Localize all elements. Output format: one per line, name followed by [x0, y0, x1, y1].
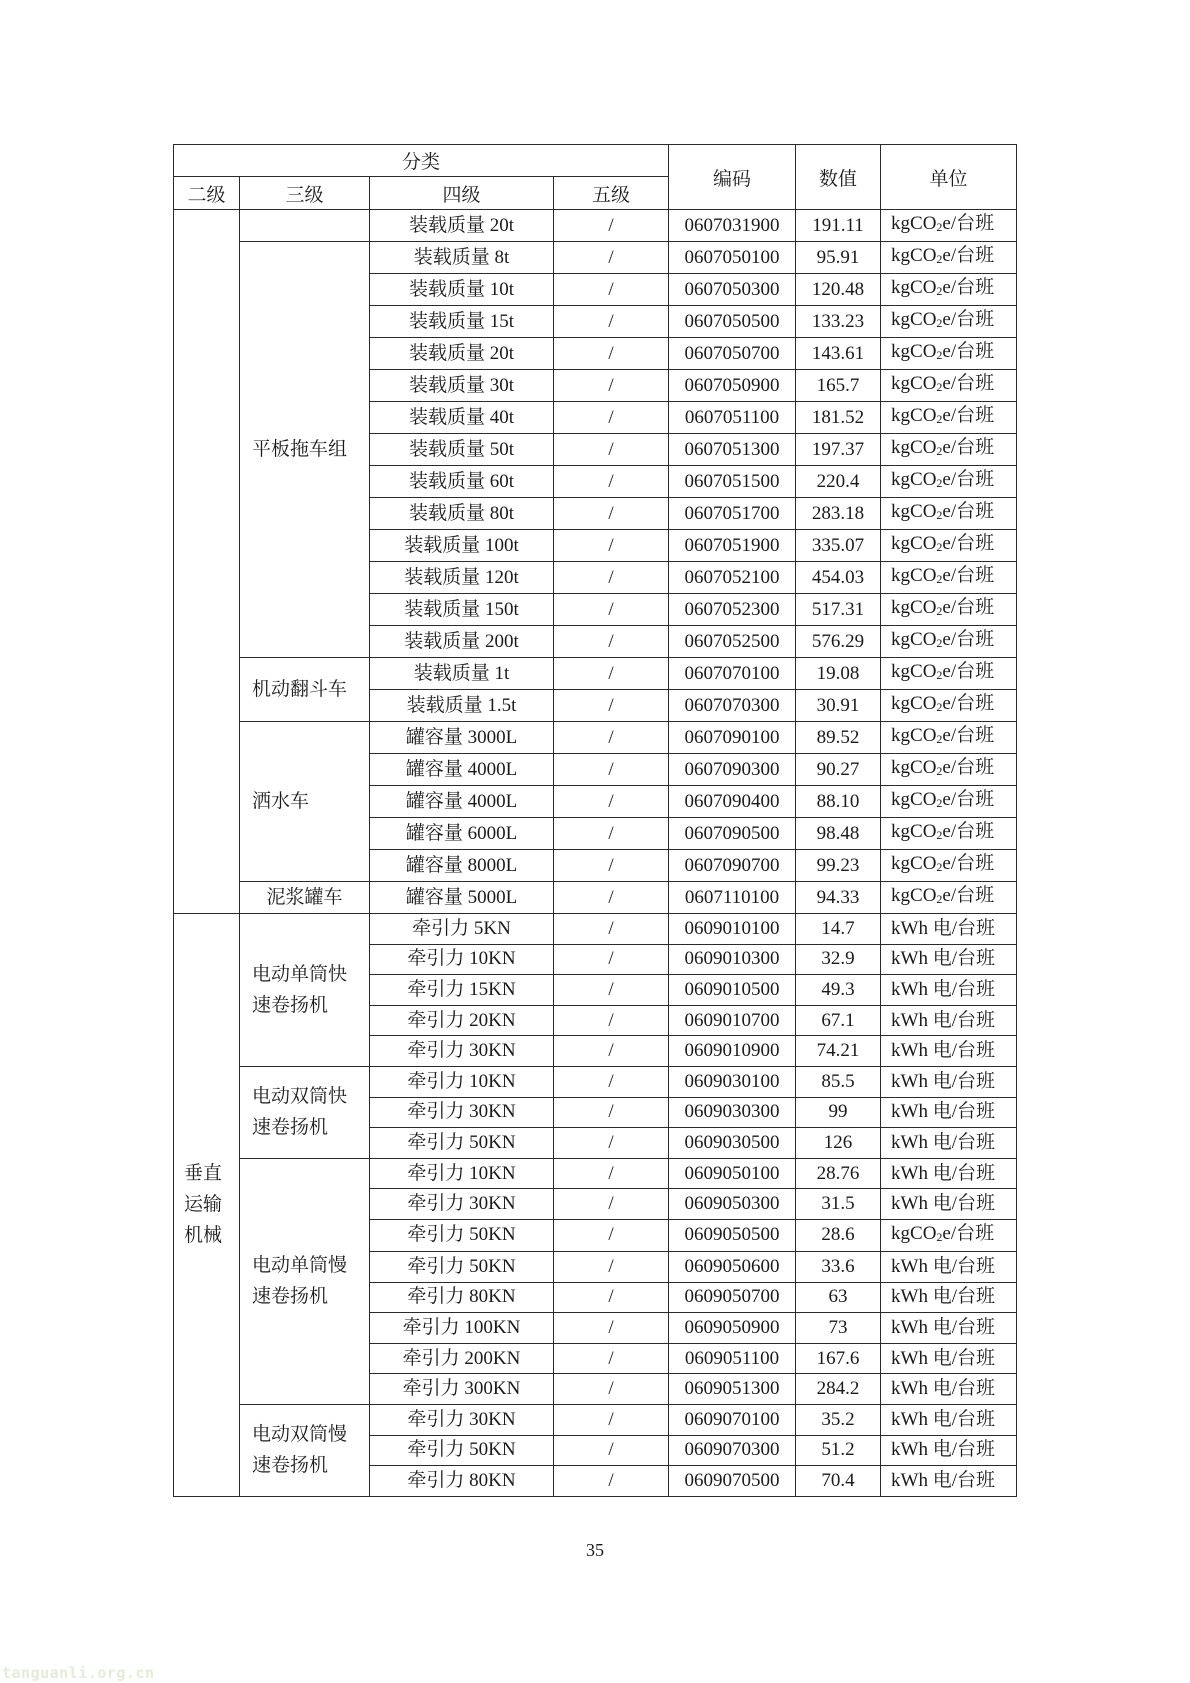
- level3-cell: [240, 1404, 370, 1496]
- value-cell: 335.07: [796, 530, 881, 562]
- level3-label-line: 电动单筒快: [252, 963, 348, 985]
- page-number: 35: [586, 1540, 604, 1560]
- value-cell: 70.4: [796, 1466, 881, 1497]
- level4-cell: 牵引力 300KN: [370, 1374, 554, 1405]
- value-cell: 143.61: [796, 338, 881, 370]
- level5-cell: /: [554, 658, 669, 690]
- value-cell: 99.23: [796, 850, 881, 882]
- value-cell: 167.6: [796, 1343, 881, 1374]
- code-cell: 0607090100: [669, 722, 796, 754]
- unit-cell: kWh 电/台班: [881, 1282, 1017, 1313]
- code-cell: 0609030300: [669, 1097, 796, 1128]
- level5-cell: /: [554, 1005, 669, 1036]
- subscript-2: 2: [936, 892, 943, 906]
- subscript-2: 2: [936, 476, 943, 490]
- code-cell: 0609070100: [669, 1404, 796, 1435]
- level3-label-line: 泥浆罐车: [266, 887, 343, 908]
- value-cell: 30.91: [796, 690, 881, 722]
- subscript-2: 2: [936, 604, 943, 618]
- code-cell: 0609070300: [669, 1435, 796, 1466]
- level5-cell: /: [554, 786, 669, 818]
- level5-cell: /: [554, 690, 669, 722]
- level5-cell: /: [554, 1097, 669, 1128]
- unit-cell: kgCO$_2$e/台班: [881, 434, 1017, 466]
- level4-cell: 装载质量 100t: [370, 530, 554, 562]
- unit-cell: kWh 电/台班: [881, 1374, 1017, 1405]
- level4-cell: 罐容量 4000L: [370, 786, 554, 818]
- level4-cell: 牵引力 30KN: [370, 1189, 554, 1220]
- code-cell: 0609050700: [669, 1282, 796, 1313]
- level4-cell: 罐容量 6000L: [370, 818, 554, 850]
- unit-cell: kgCO$_2$e/台班: [881, 690, 1017, 722]
- level4-cell: 装载质量 15t: [370, 306, 554, 338]
- subscript-2: 2: [936, 412, 943, 426]
- subscript-2: 2: [936, 348, 943, 362]
- level3-label-line: 电动单筒慢: [252, 1255, 348, 1277]
- value-cell: 67.1: [796, 1005, 881, 1036]
- level4-cell: 牵引力 80KN: [370, 1466, 554, 1497]
- code-cell: 0609010900: [669, 1036, 796, 1067]
- code-cell: 0607050300: [669, 274, 796, 306]
- code-cell: 0607051900: [669, 530, 796, 562]
- code-cell: 0607052100: [669, 562, 796, 594]
- code-cell: 0607031900: [669, 210, 796, 242]
- level3-label-line: 电动双筒快: [252, 1086, 348, 1108]
- level4-cell: 装载质量 1t: [370, 658, 554, 690]
- value-cell: 126: [796, 1128, 881, 1159]
- unit-cell: kgCO$_2$e/台班: [881, 306, 1017, 338]
- level5-cell: /: [554, 1435, 669, 1466]
- code-cell: 0609010100: [669, 914, 796, 945]
- unit-cell: kgCO$_2$e/台班: [881, 1219, 1017, 1251]
- level2-cell: [174, 210, 240, 914]
- level5-cell: /: [554, 850, 669, 882]
- unit-cell: kgCO$_2$e/台班: [881, 562, 1017, 594]
- code-cell: 0607110100: [669, 882, 796, 914]
- unit-cell: kWh 电/台班: [881, 1128, 1017, 1159]
- level5-cell: /: [554, 242, 669, 274]
- level5-cell: /: [554, 1251, 669, 1282]
- code-cell: 0609050100: [669, 1158, 796, 1189]
- level4-cell: 装载质量 30t: [370, 370, 554, 402]
- level5-cell: /: [554, 370, 669, 402]
- header-code: 编码: [669, 145, 796, 210]
- level4-cell: 罐容量 3000L: [370, 722, 554, 754]
- level5-cell: /: [554, 1282, 669, 1313]
- subscript-2: 2: [936, 700, 943, 714]
- unit-cell: kgCO$_2$e/台班: [881, 370, 1017, 402]
- unit-cell: kgCO$_2$e/台班: [881, 466, 1017, 498]
- unit-cell: kgCO$_2$e/台班: [881, 882, 1017, 914]
- level3-cell: [240, 914, 370, 1067]
- level5-cell: /: [554, 1036, 669, 1067]
- code-cell: 0609050300: [669, 1189, 796, 1220]
- value-cell: 94.33: [796, 882, 881, 914]
- level3-cell: [240, 1158, 370, 1404]
- level5-cell: /: [554, 975, 669, 1006]
- level4-cell: 牵引力 100KN: [370, 1313, 554, 1344]
- value-cell: 33.6: [796, 1251, 881, 1282]
- level2-label-line: 运输: [184, 1194, 223, 1216]
- code-cell: 0607052300: [669, 594, 796, 626]
- value-cell: 95.91: [796, 242, 881, 274]
- unit-cell: kgCO$_2$e/台班: [881, 498, 1017, 530]
- level5-cell: /: [554, 274, 669, 306]
- unit-cell: kWh 电/台班: [881, 1097, 1017, 1128]
- value-cell: 63: [796, 1282, 881, 1313]
- code-cell: 0607050700: [669, 338, 796, 370]
- subscript-2: 2: [936, 444, 943, 458]
- level5-cell: /: [554, 1158, 669, 1189]
- level5-cell: /: [554, 402, 669, 434]
- level5-cell: /: [554, 210, 669, 242]
- subscript-2: 2: [936, 284, 943, 298]
- level3-label-line: 速卷扬机: [252, 1286, 329, 1308]
- level5-cell: /: [554, 498, 669, 530]
- level4-cell: 牵引力 10KN: [370, 1066, 554, 1097]
- value-cell: 31.5: [796, 1189, 881, 1220]
- unit-cell: kgCO$_2$e/台班: [881, 594, 1017, 626]
- unit-cell: kWh 电/台班: [881, 1005, 1017, 1036]
- level3-label-line: 洒水车: [252, 791, 310, 812]
- value-cell: 133.23: [796, 306, 881, 338]
- table-row: [174, 722, 1017, 754]
- code-cell: 0607070300: [669, 690, 796, 722]
- value-cell: 73: [796, 1313, 881, 1344]
- unit-cell: kWh 电/台班: [881, 1466, 1017, 1497]
- level5-cell: /: [554, 466, 669, 498]
- unit-cell: kgCO$_2$e/台班: [881, 754, 1017, 786]
- unit-cell: kgCO$_2$e/台班: [881, 786, 1017, 818]
- level5-cell: /: [554, 626, 669, 658]
- value-cell: 74.21: [796, 1036, 881, 1067]
- code-cell: 0607050900: [669, 370, 796, 402]
- table-row: [174, 1066, 1017, 1097]
- level4-cell: 罐容量 8000L: [370, 850, 554, 882]
- level4-cell: 装载质量 40t: [370, 402, 554, 434]
- unit-cell: kgCO$_2$e/台班: [881, 530, 1017, 562]
- value-cell: 51.2: [796, 1435, 881, 1466]
- unit-cell: kgCO$_2$e/台班: [881, 658, 1017, 690]
- subscript-2: 2: [936, 572, 943, 586]
- level3-label-line: 速卷扬机: [252, 994, 329, 1016]
- level4-cell: 装载质量 20t: [370, 210, 554, 242]
- unit-cell: kgCO$_2$e/台班: [881, 626, 1017, 658]
- unit-cell: kWh 电/台班: [881, 1251, 1017, 1282]
- code-cell: 0609050500: [669, 1219, 796, 1251]
- code-cell: 0607090400: [669, 786, 796, 818]
- value-cell: 99: [796, 1097, 881, 1128]
- level5-cell: /: [554, 818, 669, 850]
- level4-cell: 罐容量 5000L: [370, 882, 554, 914]
- level5-cell: /: [554, 1189, 669, 1220]
- level5-cell: /: [554, 1313, 669, 1344]
- subscript-2: 2: [936, 732, 943, 746]
- level5-cell: /: [554, 594, 669, 626]
- subscript-2: 2: [936, 860, 943, 874]
- subscript-2: 2: [936, 316, 943, 330]
- level5-cell: /: [554, 1466, 669, 1497]
- subscript-2: 2: [936, 540, 943, 554]
- value-cell: 19.08: [796, 658, 881, 690]
- level2-label-line: 机械: [184, 1225, 223, 1247]
- level4-cell: 牵引力 15KN: [370, 975, 554, 1006]
- unit-cell: kgCO$_2$e/台班: [881, 850, 1017, 882]
- unit-cell: kgCO$_2$e/台班: [881, 818, 1017, 850]
- value-cell: 35.2: [796, 1404, 881, 1435]
- level5-cell: /: [554, 754, 669, 786]
- level4-cell: 装载质量 20t: [370, 338, 554, 370]
- code-cell: 0607051700: [669, 498, 796, 530]
- code-cell: 0607050100: [669, 242, 796, 274]
- value-cell: 220.4: [796, 466, 881, 498]
- level4-cell: 装载质量 60t: [370, 466, 554, 498]
- unit-cell: kWh 电/台班: [881, 1189, 1017, 1220]
- value-cell: 98.48: [796, 818, 881, 850]
- level4-cell: 牵引力 10KN: [370, 944, 554, 975]
- header-classification: 分类: [174, 145, 669, 177]
- level4-cell: 装载质量 150t: [370, 594, 554, 626]
- code-cell: 0609010300: [669, 944, 796, 975]
- level4-cell: 牵引力 30KN: [370, 1036, 554, 1067]
- unit-cell: kgCO$_2$e/台班: [881, 274, 1017, 306]
- level4-cell: 牵引力 80KN: [370, 1282, 554, 1313]
- level4-cell: 牵引力 50KN: [370, 1251, 554, 1282]
- value-cell: 181.52: [796, 402, 881, 434]
- level4-cell: 装载质量 10t: [370, 274, 554, 306]
- header-level5: 五级: [554, 177, 669, 210]
- unit-cell: kWh 电/台班: [881, 1404, 1017, 1435]
- level3-label-line: 速卷扬机: [252, 1117, 329, 1139]
- value-cell: 120.48: [796, 274, 881, 306]
- header-level2: 二级: [174, 177, 240, 210]
- code-cell: 0607090500: [669, 818, 796, 850]
- level3-label-line: 平板拖车组: [252, 439, 348, 460]
- code-cell: 0609051100: [669, 1343, 796, 1374]
- level4-cell: 罐容量 4000L: [370, 754, 554, 786]
- subscript-2: 2: [936, 636, 943, 650]
- header-unit: 单位: [881, 145, 1017, 210]
- value-cell: 191.11: [796, 210, 881, 242]
- value-cell: 32.9: [796, 944, 881, 975]
- level5-cell: /: [554, 722, 669, 754]
- unit-cell: kgCO$_2$e/台班: [881, 338, 1017, 370]
- table-row: [174, 1404, 1017, 1435]
- level3-label-line: 电动双筒慢: [252, 1424, 348, 1446]
- subscript-2: 2: [936, 380, 943, 394]
- level3-cell: [240, 658, 370, 722]
- code-cell: 0609010700: [669, 1005, 796, 1036]
- level5-cell: /: [554, 1219, 669, 1251]
- level2-cell: [174, 914, 240, 1497]
- value-cell: 197.37: [796, 434, 881, 466]
- level4-cell: 装载质量 200t: [370, 626, 554, 658]
- code-cell: 0609030500: [669, 1128, 796, 1159]
- level4-cell: 牵引力 200KN: [370, 1343, 554, 1374]
- level5-cell: /: [554, 434, 669, 466]
- code-cell: 0607090700: [669, 850, 796, 882]
- level3-label-line: 机动翻斗车: [252, 679, 348, 700]
- header-value: 数值: [796, 145, 881, 210]
- watermark: tanguanli.org.cn: [2, 1664, 155, 1682]
- table-row: [174, 242, 1017, 274]
- unit-cell: kWh 电/台班: [881, 1435, 1017, 1466]
- level4-cell: 牵引力 20KN: [370, 1005, 554, 1036]
- value-cell: 28.76: [796, 1158, 881, 1189]
- code-cell: 0609070500: [669, 1466, 796, 1497]
- unit-cell: kWh 电/台班: [881, 1158, 1017, 1189]
- level5-cell: /: [554, 1128, 669, 1159]
- table-row: [174, 658, 1017, 690]
- level4-cell: 装载质量 1.5t: [370, 690, 554, 722]
- level4-cell: 牵引力 50KN: [370, 1435, 554, 1466]
- value-cell: 576.29: [796, 626, 881, 658]
- value-cell: 49.3: [796, 975, 881, 1006]
- value-cell: 517.31: [796, 594, 881, 626]
- code-cell: 0609050600: [669, 1251, 796, 1282]
- value-cell: 89.52: [796, 722, 881, 754]
- unit-cell: kWh 电/台班: [881, 1036, 1017, 1067]
- unit-cell: kWh 电/台班: [881, 944, 1017, 975]
- unit-cell: kgCO$_2$e/台班: [881, 722, 1017, 754]
- code-cell: 0607051500: [669, 466, 796, 498]
- unit-cell: kWh 电/台班: [881, 1066, 1017, 1097]
- table-row: [174, 210, 1017, 242]
- code-cell: 0609050900: [669, 1313, 796, 1344]
- value-cell: 90.27: [796, 754, 881, 786]
- code-cell: 0607051300: [669, 434, 796, 466]
- unit-cell: kgCO$_2$e/台班: [881, 210, 1017, 242]
- code-cell: 0609030100: [669, 1066, 796, 1097]
- level4-cell: 牵引力 30KN: [370, 1404, 554, 1435]
- subscript-2: 2: [936, 828, 943, 842]
- subscript-2: 2: [936, 508, 943, 522]
- code-cell: 0607090300: [669, 754, 796, 786]
- unit-cell: kgCO$_2$e/台班: [881, 242, 1017, 274]
- value-cell: 284.2: [796, 1374, 881, 1405]
- level3-cell: [240, 1066, 370, 1158]
- table-row: [174, 914, 1017, 945]
- level4-cell: 装载质量 8t: [370, 242, 554, 274]
- level5-cell: /: [554, 1343, 669, 1374]
- level5-cell: /: [554, 1404, 669, 1435]
- level3-label-line: 速卷扬机: [252, 1455, 329, 1477]
- level3-cell: [240, 210, 370, 242]
- value-cell: 283.18: [796, 498, 881, 530]
- level5-cell: /: [554, 944, 669, 975]
- table-body: [174, 210, 1017, 1497]
- level3-cell: [240, 722, 370, 882]
- level5-cell: /: [554, 882, 669, 914]
- header-level4: 四级: [370, 177, 554, 210]
- level3-cell: [240, 242, 370, 658]
- level5-cell: /: [554, 1374, 669, 1405]
- table-row: [174, 1158, 1017, 1189]
- subscript-2: 2: [936, 1229, 943, 1244]
- unit-cell: kWh 电/台班: [881, 1313, 1017, 1344]
- code-cell: 0607051100: [669, 402, 796, 434]
- value-cell: 85.5: [796, 1066, 881, 1097]
- value-cell: 165.7: [796, 370, 881, 402]
- level4-cell: 牵引力 50KN: [370, 1128, 554, 1159]
- value-cell: 28.6: [796, 1219, 881, 1251]
- emission-factor-table: [173, 144, 1017, 1497]
- level2-label-line: 垂直: [184, 1163, 223, 1185]
- header-level3: 三级: [240, 177, 370, 210]
- level4-cell: 装载质量 120t: [370, 562, 554, 594]
- code-cell: 0607050500: [669, 306, 796, 338]
- level5-cell: /: [554, 338, 669, 370]
- unit-cell: kWh 电/台班: [881, 914, 1017, 945]
- value-cell: 454.03: [796, 562, 881, 594]
- level5-cell: /: [554, 562, 669, 594]
- level5-cell: /: [554, 530, 669, 562]
- subscript-2: 2: [936, 668, 943, 682]
- code-cell: 0607052500: [669, 626, 796, 658]
- table-header: [174, 145, 1017, 210]
- level4-cell: 牵引力 50KN: [370, 1219, 554, 1251]
- subscript-2: 2: [936, 764, 943, 778]
- level5-cell: /: [554, 1066, 669, 1097]
- subscript-2: 2: [936, 220, 943, 234]
- level4-cell: 牵引力 30KN: [370, 1097, 554, 1128]
- level4-cell: 装载质量 50t: [370, 434, 554, 466]
- level3-cell: [240, 882, 370, 914]
- table-row: [174, 882, 1017, 914]
- value-cell: 88.10: [796, 786, 881, 818]
- subscript-2: 2: [936, 252, 943, 266]
- level4-cell: 牵引力 10KN: [370, 1158, 554, 1189]
- code-cell: 0609010500: [669, 975, 796, 1006]
- level4-cell: 牵引力 5KN: [370, 914, 554, 945]
- value-cell: 14.7: [796, 914, 881, 945]
- level4-cell: 装载质量 80t: [370, 498, 554, 530]
- code-cell: 0609051300: [669, 1374, 796, 1405]
- level5-cell: /: [554, 306, 669, 338]
- unit-cell: kWh 电/台班: [881, 1343, 1017, 1374]
- unit-cell: kgCO$_2$e/台班: [881, 402, 1017, 434]
- level5-cell: /: [554, 914, 669, 945]
- subscript-2: 2: [936, 796, 943, 810]
- unit-cell: kWh 电/台班: [881, 975, 1017, 1006]
- code-cell: 0607070100: [669, 658, 796, 690]
